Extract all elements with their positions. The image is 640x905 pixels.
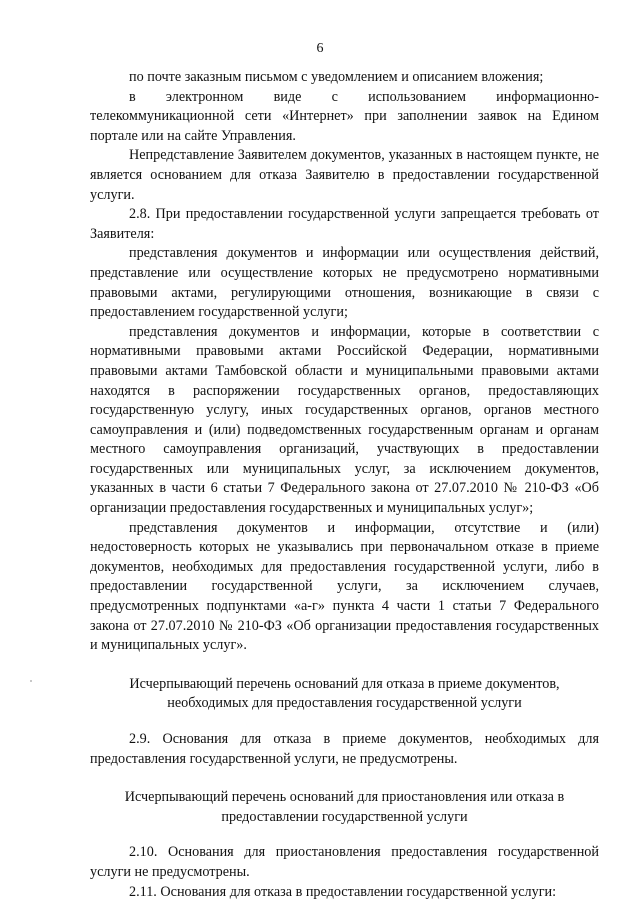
spacer — [90, 769, 599, 788]
paragraph-nonsubmission: Непредставление Заявителем документов, указанных в настоящем пункте, не является основанием для отказа Заявителю в предоставлении государственной услуги. — [90, 147, 599, 203]
paragraph-postal: по почте заказным письмом с уведомлением и описанием вложения; — [129, 69, 544, 85]
document-body — [90, 68, 599, 902]
paragraph-2-8: 2.8. При предоставлении государственной услуги запрещается требовать от Заявителя: — [90, 206, 599, 242]
spacer — [90, 656, 599, 675]
paragraph-2-10: 2.10. Основания для приостановления предоставления государственной услуги не предусмотрены. — [90, 844, 599, 880]
paragraph-actions: представления документов и информации или осуществления действий, представление или осуществление которых не предусмотрено нормативными правовыми актами, регулирующими отношения, возникающие в связи с предоставлением государственной услуги; — [90, 245, 599, 321]
paragraph-documents-absent: представления документов и информации, отсутствие и (или) недостоверность которых не указывались при первоначальном отказе в приеме документов, необходимых для предоставления государственной услуги, либо в предоставлении государственной услуги, за исключением случаев, предусмотренных подпунктами «а-г» пункта 4 части 1 статьи 7 Федерального закона от 27.07.2010 № 210-ФЗ «Об организации предоставления государственных и муниципальных услуг». — [90, 519, 599, 654]
section-heading-suspension-refusal: Исчерпывающий перечень оснований для приостановления или отказа в предоставлении государственной услуги — [124, 789, 565, 825]
scan-speck — [30, 680, 32, 682]
spacer — [90, 827, 599, 843]
paragraph-documents-held: представления документов и информации, которые в соответствии с нормативными правовыми актами Российской Федерации, нормативными правовыми актами Тамбовской области и муниципальными правовыми актами находятся в распоряжении государственных органов, предоставляющих государственную услугу, иных государственных органов, органов местного самоуправления и (или) подведомственных государственным органам и органам местного самоуправления организаций, участвующих в предоставлении государственных или муниципальных услуг, за исключением документов, указанных в части 6 статьи 7 Федерального закона от 27.07.2010 № 210-ФЗ «Об организации предоставления государственных и муниципальных услуг»; — [90, 323, 599, 517]
paragraph-2-11: 2.11. Основания для отказа в предоставлении государственной услуги: — [129, 883, 557, 900]
spacer — [90, 714, 599, 730]
paragraph-2-9: 2.9. Основания для отказа в приеме документов, необходимых для предоставления государственной услуги, не предусмотрены. — [90, 731, 599, 767]
section-heading-refusal-acceptance: Исчерпывающий перечень оснований для отказа в приеме документов, необходимых для предоставления государственной услуги — [129, 675, 560, 712]
page-number: 6 — [316, 41, 324, 56]
paragraph-electronic: в электронном виде с использованием информационно-телекоммуникационной сети «Интернет» при заполнении заявок на Едином портале или на сайте Управления. — [90, 88, 599, 144]
